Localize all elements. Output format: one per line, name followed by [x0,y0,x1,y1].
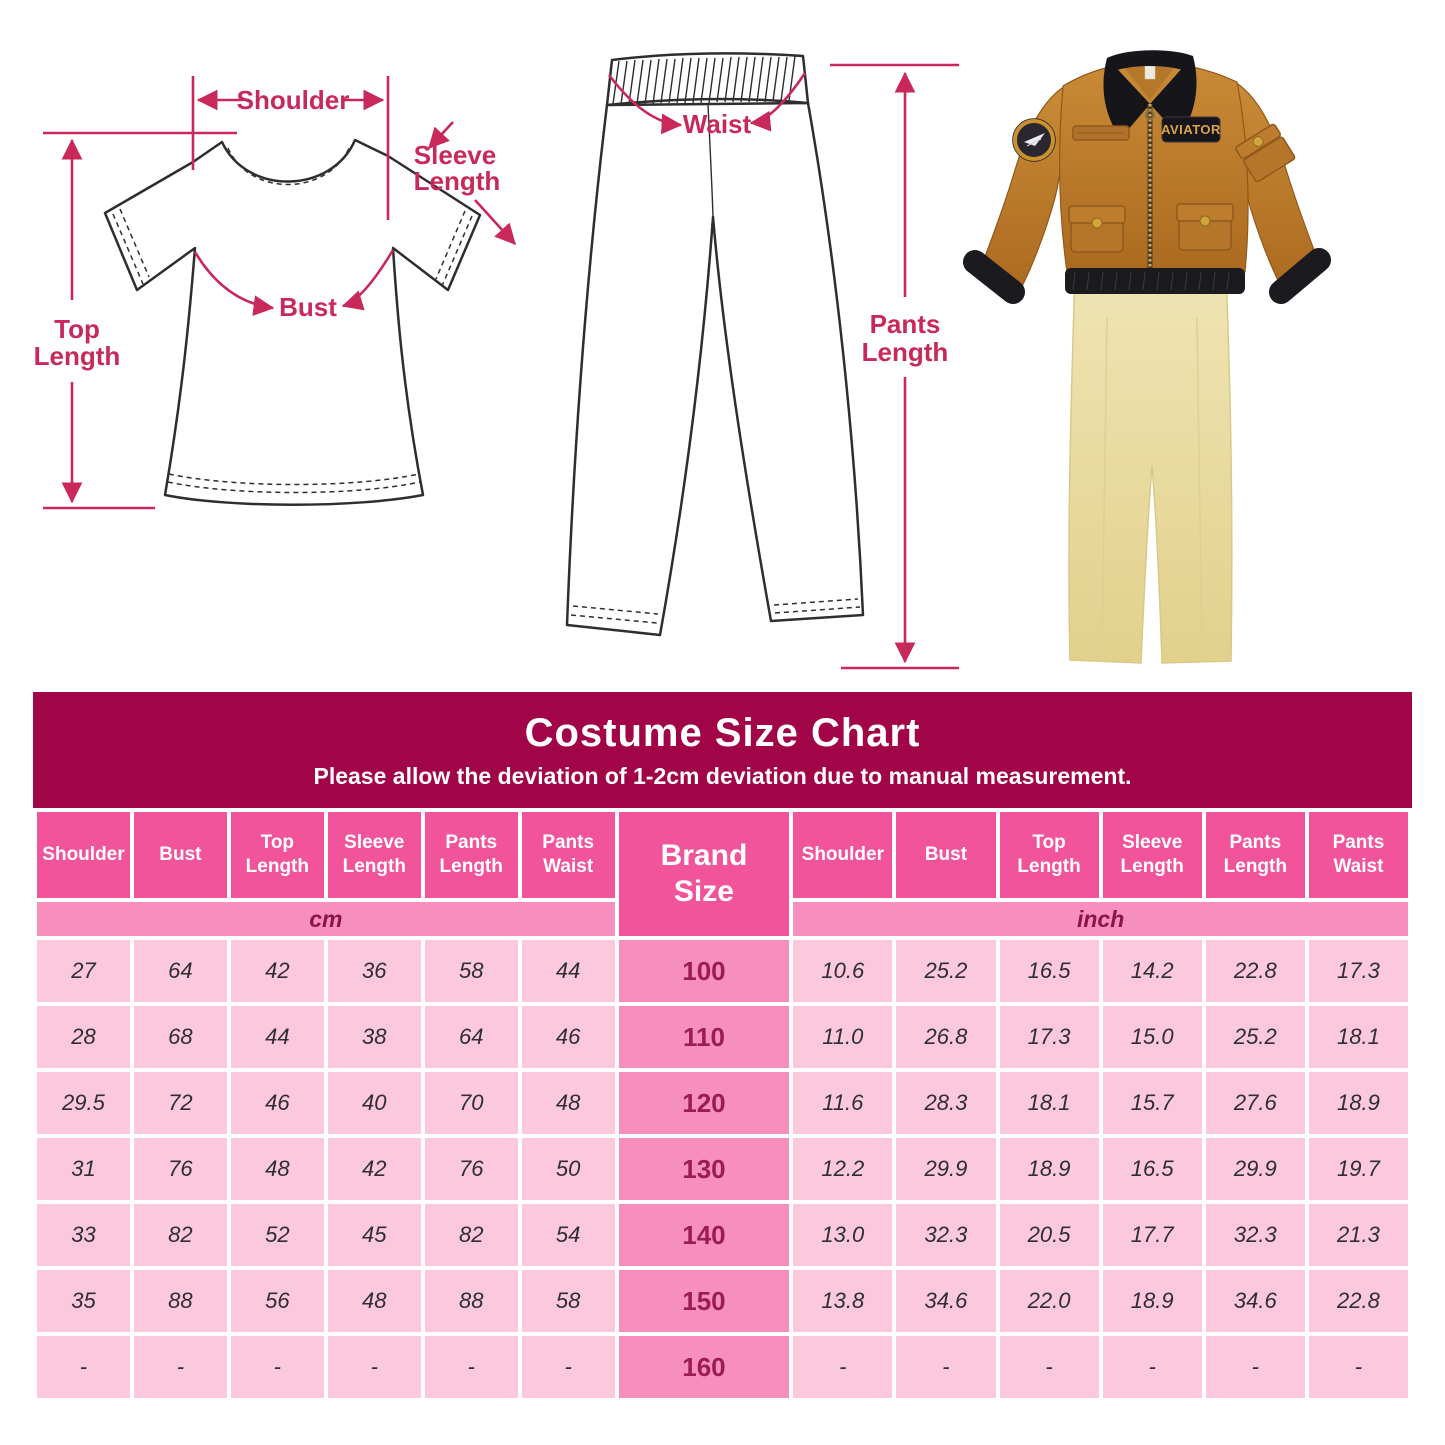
cm-value-cell: 88 [423,1268,520,1334]
cm-value-cell: 64 [132,938,229,1004]
waist-label: Waist [682,109,752,139]
cm-value-cell: 76 [423,1136,520,1202]
col-header-top-length-cm: Top Length [229,810,326,900]
size-row-110 [35,1004,1410,1070]
cm-value-cell: 82 [423,1202,520,1268]
inch-value-cell: 22.8 [1307,1268,1410,1334]
cm-value-cell: 36 [326,938,423,1004]
sleeve-badge-icon [1013,119,1055,161]
col-header-pants-length-inch: Pants Length [1204,810,1307,900]
inch-value-cell: 22.8 [1204,938,1307,1004]
inch-value-cell: 18.1 [1307,1004,1410,1070]
inch-value-cell: 29.9 [1204,1136,1307,1202]
top-length-label-2: Length [33,341,121,371]
size-chart [33,692,1412,1402]
brand-size-cell: 150 [617,1268,792,1334]
inch-value-cell: 21.3 [1307,1202,1410,1268]
cm-value-cell: 44 [520,938,617,1004]
col-header-pants-length-cm: Pants Length [423,810,520,900]
inch-value-cell: 18.1 [998,1070,1101,1136]
inch-value-cell: 25.2 [894,938,997,1004]
inch-value-cell: - [1204,1334,1307,1400]
inch-value-cell: 16.5 [998,938,1101,1004]
costume-pants [1069,273,1232,663]
brand-size-cell: 140 [617,1202,792,1268]
col-header-shoulder-inch: Shoulder [791,810,894,900]
cm-value-cell: 38 [326,1004,423,1070]
size-row-120 [35,1070,1410,1136]
cm-value-cell: 54 [520,1202,617,1268]
costume-jacket [975,50,1319,294]
pants-measurement-diagram [545,35,965,680]
inch-value-cell: 32.3 [1204,1202,1307,1268]
jacket-left-sleeve [983,86,1065,292]
pants-outline [567,53,863,635]
cm-value-cell: 48 [520,1070,617,1136]
size-row-150 [35,1268,1410,1334]
aviator-patch [1161,117,1221,142]
sleeve-length-label-2: Length [413,166,501,196]
brand-size-cell: 130 [617,1136,792,1202]
inch-value-cell: 19.7 [1307,1136,1410,1202]
inch-value-cell: 17.7 [1101,1202,1204,1268]
inch-value-cell: 11.6 [791,1070,894,1136]
brand-size-cell: 100 [617,938,792,1004]
inch-value-cell: 14.2 [1101,938,1204,1004]
brand-size-cell: 160 [617,1334,792,1400]
top-length-label-1: Top [54,314,100,344]
inch-value-cell: 22.0 [998,1268,1101,1334]
inch-value-cell: 16.5 [1101,1136,1204,1202]
cm-value-cell: 72 [132,1070,229,1136]
inch-value-cell: 11.0 [791,1004,894,1070]
cm-value-cell: 64 [423,1004,520,1070]
inch-value-cell: 15.0 [1101,1004,1204,1070]
inch-value-cell: 20.5 [998,1202,1101,1268]
inch-value-cell: 28.3 [894,1070,997,1136]
inch-value-cell: - [1307,1334,1410,1400]
size-table [33,808,1412,1402]
col-header-top-length-inch: Top Length [998,810,1101,900]
cm-value-cell: 46 [229,1070,326,1136]
inch-value-cell: 13.8 [791,1268,894,1334]
cm-value-cell: 50 [520,1136,617,1202]
cm-value-cell: 48 [229,1136,326,1202]
cm-value-cell: 31 [35,1136,132,1202]
inch-value-cell: 34.6 [1204,1268,1307,1334]
col-header-pants-waist-cm: Pants Waist [520,810,617,900]
inch-value-cell: - [791,1334,894,1400]
size-chart-subtitle: Please allow the deviation of 1-2cm deviation due to manual measurement. [313,762,1132,789]
pants-length-label-2: Length [861,337,949,367]
cm-value-cell: 40 [326,1070,423,1136]
cm-value-cell: 44 [229,1004,326,1070]
pants-length-label-1: Pants [869,309,941,339]
cm-value-cell: - [520,1334,617,1400]
inch-value-cell: 29.9 [894,1136,997,1202]
inch-value-cell: 27.6 [1204,1070,1307,1136]
cm-value-cell: 29.5 [35,1070,132,1136]
tshirt-measurement-diagram [25,50,540,575]
cm-value-cell: 76 [132,1136,229,1202]
cm-value-cell: 70 [423,1070,520,1136]
cm-value-cell: 35 [35,1268,132,1334]
left-flap-pocket [1069,206,1125,252]
cm-value-cell: 52 [229,1202,326,1268]
inner-tag [1145,66,1155,79]
brand-size-cell: 120 [617,1070,792,1136]
size-row-130 [35,1136,1410,1202]
inch-value-cell: 18.9 [998,1136,1101,1202]
cm-value-cell: - [326,1334,423,1400]
inch-value-cell: 13.0 [791,1202,894,1268]
inch-value-cell: - [998,1334,1101,1400]
inch-value-cell: 17.3 [1307,938,1410,1004]
sleeve-length-label-1: Sleeve [413,140,497,170]
cm-value-cell: 45 [326,1202,423,1268]
cm-value-cell: 48 [326,1268,423,1334]
costume-photo [955,18,1435,688]
cm-value-cell: 88 [132,1268,229,1334]
cm-value-cell: 82 [132,1202,229,1268]
col-header-shoulder-cm: Shoulder [35,810,132,900]
unit-cm-cell: cm [35,900,617,938]
size-chart-title: Costume Size Chart [524,710,921,755]
cm-value-cell: 58 [520,1268,617,1334]
unit-inch-cell: inch [791,900,1410,938]
cm-value-cell: 42 [326,1136,423,1202]
inch-value-cell: 32.3 [894,1202,997,1268]
right-flap-pocket [1177,204,1233,250]
cm-value-cell: - [35,1334,132,1400]
cm-value-cell: 68 [132,1004,229,1070]
header-row [35,810,1410,900]
size-row-160 [35,1334,1410,1400]
cm-value-cell: 28 [35,1004,132,1070]
size-row-140 [35,1202,1410,1268]
shoulder-label: Shoulder [236,85,350,115]
inch-value-cell: 10.6 [791,938,894,1004]
cm-value-cell: 46 [520,1004,617,1070]
inch-value-cell: - [894,1334,997,1400]
size-chart-title-band [33,692,1412,808]
cm-value-cell: 33 [35,1202,132,1268]
col-header-bust-cm: Bust [132,810,229,900]
size-row-100 [35,938,1410,1004]
col-header-pants-waist-inch: Pants Waist [1307,810,1410,900]
cm-value-cell: 42 [229,938,326,1004]
inch-value-cell: 25.2 [1204,1004,1307,1070]
inch-value-cell: 18.9 [1307,1070,1410,1136]
cm-value-cell: 58 [423,938,520,1004]
inch-value-cell: 17.3 [998,1004,1101,1070]
inch-value-cell: 18.9 [1101,1268,1204,1334]
brand-size-cell: 110 [617,1004,792,1070]
inch-value-cell: - [1101,1334,1204,1400]
col-header-brand-size: Brand Size [617,810,792,938]
inch-value-cell: 12.2 [791,1136,894,1202]
cm-value-cell: - [132,1334,229,1400]
jacket-hem-band [1065,268,1245,294]
col-header-sleeve-length-inch: Sleeve Length [1101,810,1204,900]
inch-value-cell: 26.8 [894,1004,997,1070]
col-header-bust-inch: Bust [894,810,997,900]
cm-value-cell: - [229,1334,326,1400]
bust-label: Bust [279,292,337,322]
col-header-sleeve-length-cm: Sleeve Length [326,810,423,900]
cm-value-cell: 56 [229,1268,326,1334]
inch-value-cell: 34.6 [894,1268,997,1334]
cm-value-cell: - [423,1334,520,1400]
inch-value-cell: 15.7 [1101,1070,1204,1136]
aviator-patch-text: AVIATOR [1161,122,1221,137]
cm-value-cell: 27 [35,938,132,1004]
